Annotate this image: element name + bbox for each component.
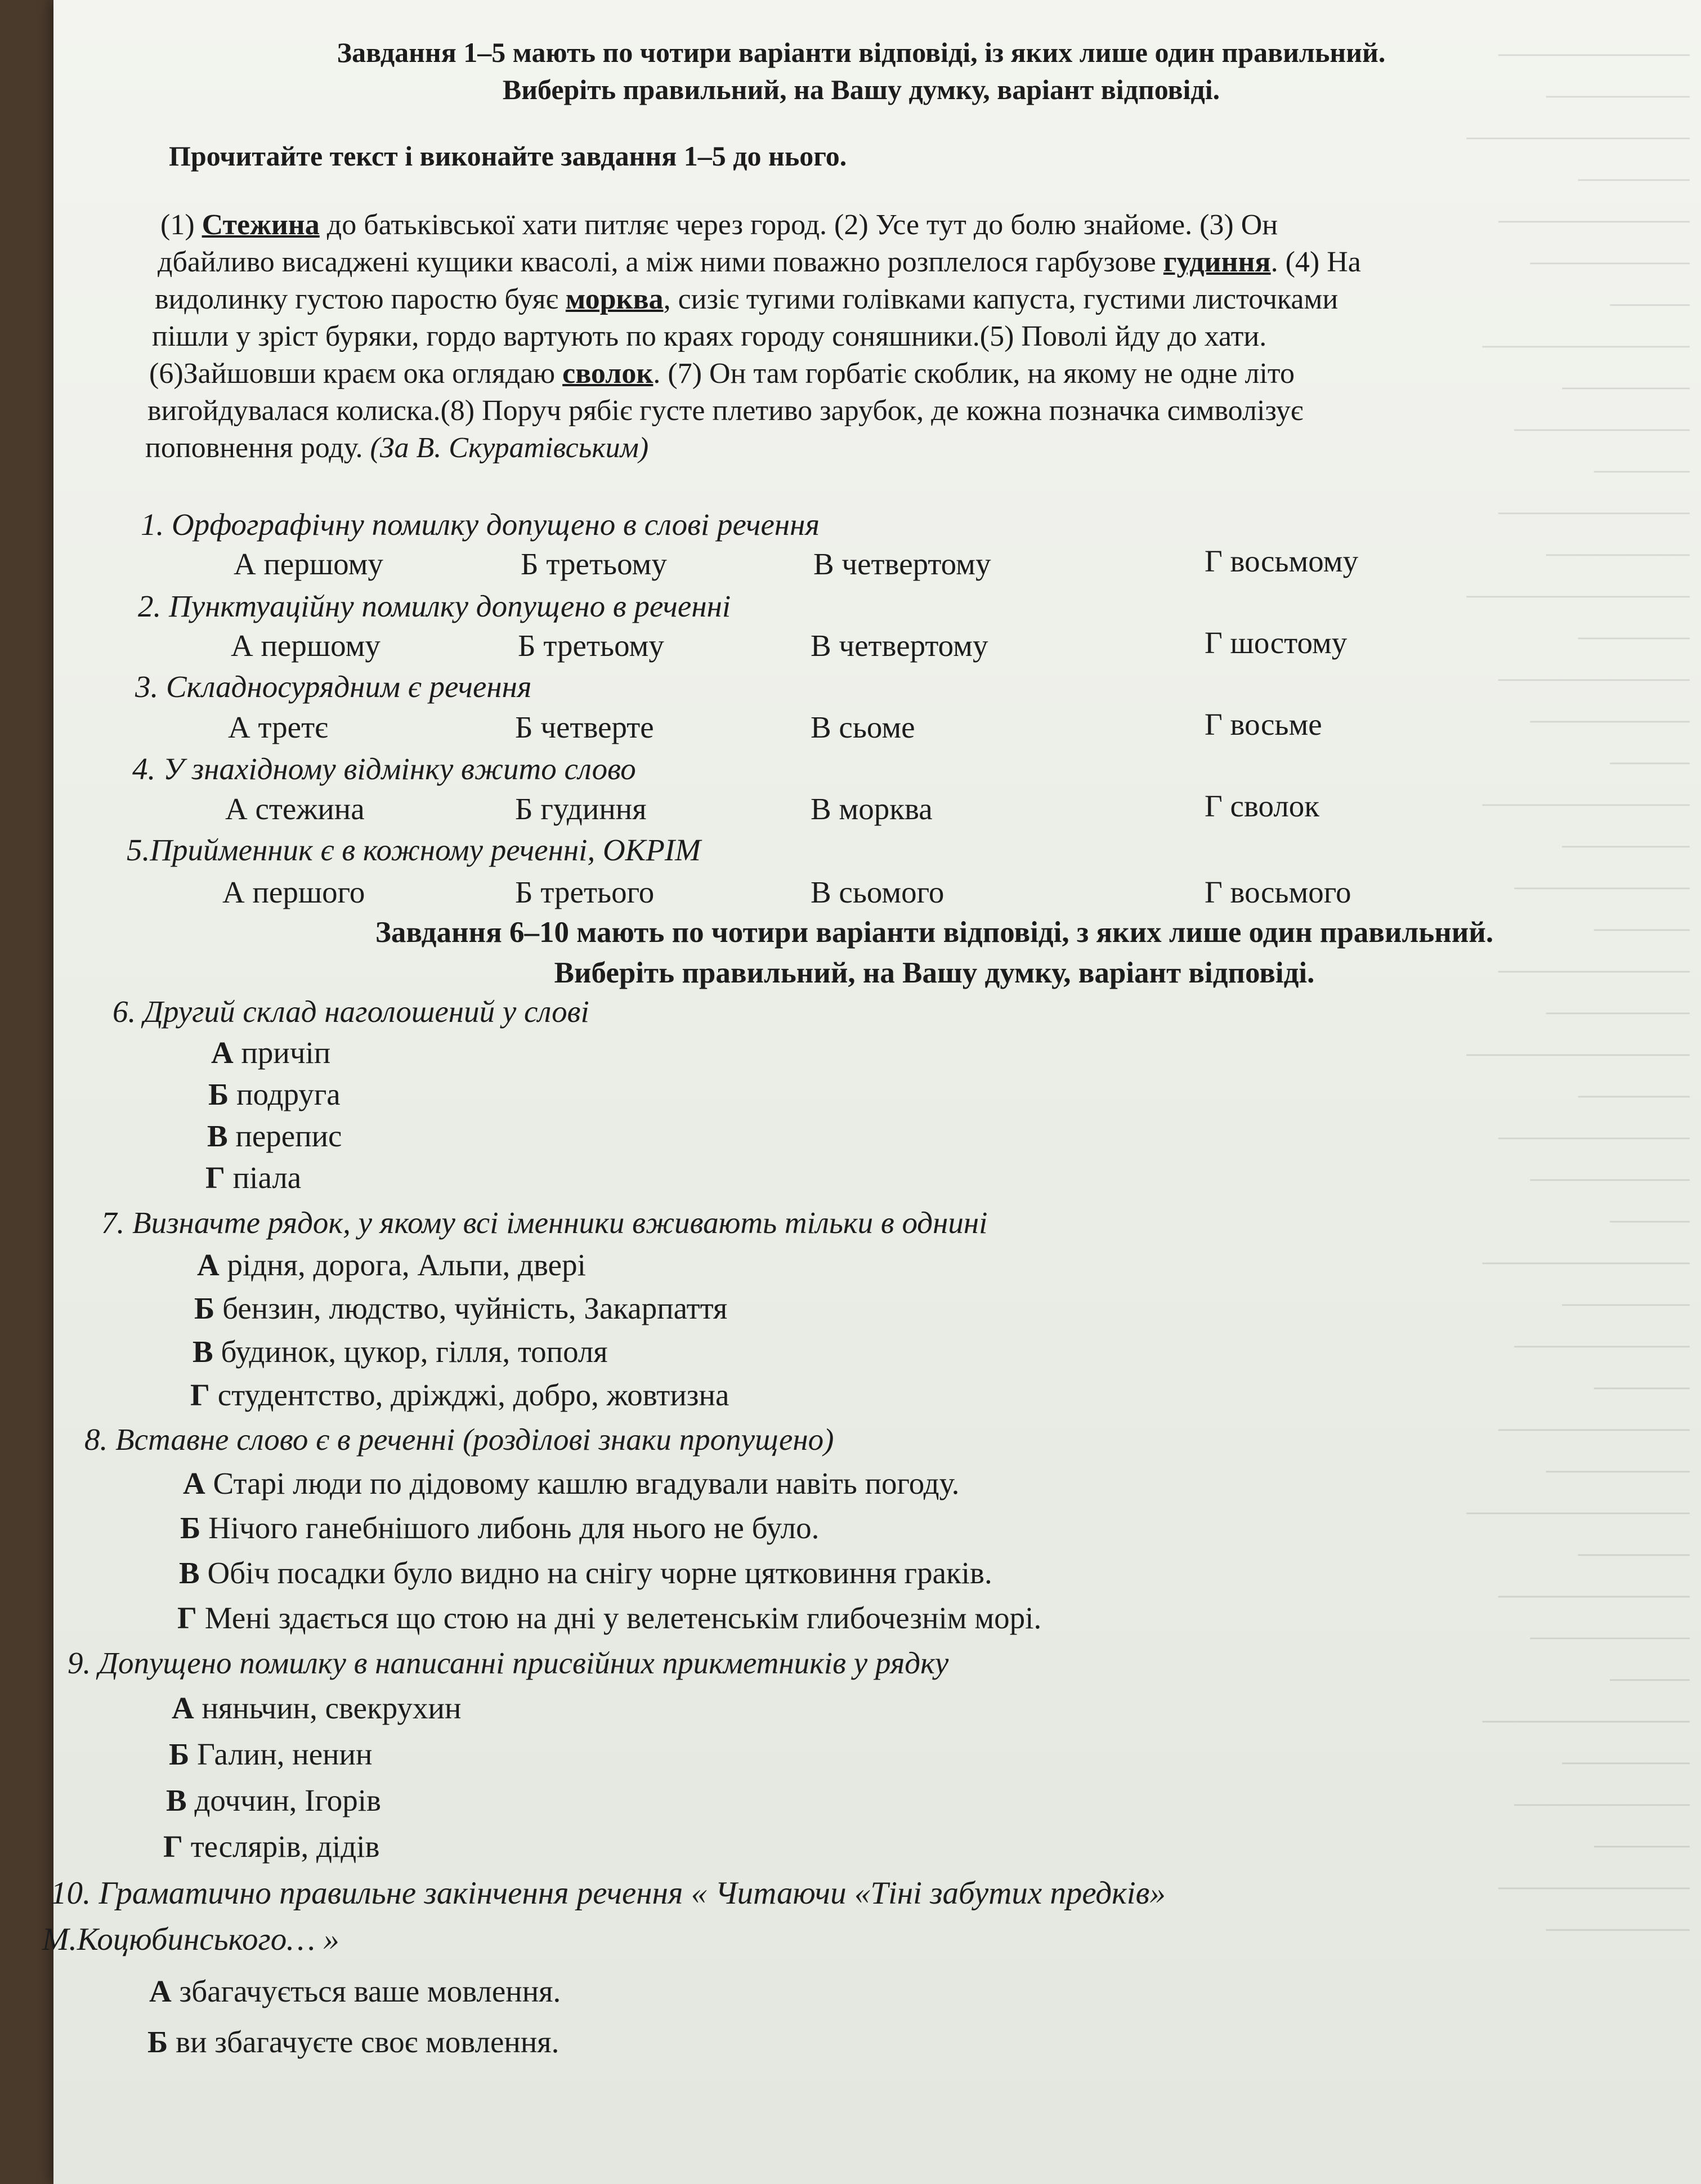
instructions-6-10: [225, 912, 1644, 993]
passage-line-7: [145, 431, 648, 465]
q5-option-c: В сьомого: [811, 875, 944, 909]
option-text: подруга: [229, 1077, 341, 1111]
option-text: причіп: [233, 1035, 331, 1070]
passage-line-4: пішли у зріст буряки, гордо вартують по краях городу соняшники.(5) Поволі йду до хати.: [152, 320, 1267, 352]
question-10-line2: М.Коцюбинського… »: [42, 1922, 339, 1957]
question-4: 4. У знахідному відмінку вжито слово: [132, 752, 636, 786]
option-letter: Г: [177, 1601, 197, 1635]
option-text: Галин, ненин: [189, 1737, 373, 1771]
q10-option-b: [147, 2024, 559, 2060]
option-text: бензин, людство, чуйність, Закарпаття: [214, 1291, 728, 1325]
option-text: перепис: [227, 1119, 342, 1153]
option-letter: Б: [180, 1511, 201, 1545]
q7-option-d: [190, 1377, 729, 1413]
passage-text: видолинку густою паростю буяє: [155, 283, 566, 315]
option-text: Мені здається що стою на дні у велетенськім глибочезнім морі.: [197, 1601, 1042, 1635]
option-letter: В: [179, 1556, 200, 1590]
q3-option-d: Г восьме: [1205, 707, 1322, 742]
option-letter: Б: [208, 1077, 229, 1111]
instructions-1-5-line1: Завдання 1–5 мають по чотири варіанти відповіді, із яких лише один правильний.: [337, 37, 1386, 68]
passage-line-1: [160, 208, 1278, 242]
option-text: студентство, дріжджі, добро, жовтизна: [210, 1378, 729, 1412]
bleed-through-text: ──────────── ───────── ────────────── ─────── ──────────── ────────── ───── ───────────── ──────── ─────────── ────── ──────────── ───────── ────────────── ─────── ──────────── ────────── ───── ───────────── ──────── ─────────── ────── ──────────── ───────── ────────────── ─────── ──────────── ────────── ───── ───────────── ──────── ─────────── ────── ──────────── ───────── ────────────── ─────── ──────────── ────────── ───── ───────────── ──────── ─────────── ────── ──────────── ─────────: [1466, 42, 1690, 1942]
question-10-line1: 10. Граматично правильне закінчення речення « Читаючи «Тіні забутих предків»: [51, 1875, 1166, 1911]
q8-option-d: [177, 1600, 1041, 1636]
q6-option-d: [205, 1160, 301, 1195]
option-text: будинок, цукор, гілля, тополя: [213, 1334, 608, 1369]
q9-option-d: [163, 1829, 379, 1864]
question-5: 5.Прийменник є в кожному реченні, ОКРІМ: [127, 833, 701, 867]
instructions-1-5: [169, 34, 1554, 108]
q8-option-a: [183, 1466, 959, 1501]
q2-option-b: Б третьому: [518, 628, 664, 663]
q5-option-a: А першого: [222, 875, 365, 909]
question-8: 8. Вставне слово є в реченні (розділові знаки пропущено): [84, 1422, 834, 1457]
q3-option-a: А третє: [228, 710, 328, 744]
q1-option-b: Б третьому: [521, 547, 667, 581]
passage-author: (За В. Скуратівським): [370, 432, 649, 464]
q8-option-c: [179, 1555, 992, 1591]
option-letter: А: [197, 1248, 220, 1282]
question-2: 2. Пунктуаційну помилку допущено в реченні: [138, 589, 731, 623]
option-letter: Г: [163, 1829, 183, 1864]
option-text: Обіч посадки було видно на снігу чорне цятковиння граків.: [199, 1556, 992, 1590]
option-letter: В: [207, 1119, 228, 1153]
passage-text: дбайливо висаджені кущики квасолі, а між ними поважно розплелося гарбузове: [158, 246, 1163, 278]
option-text: доччин, Ігорів: [186, 1783, 381, 1817]
q7-option-a: [197, 1247, 586, 1283]
question-7: 7. Визначте рядок, у якому всі іменники вживають тільки в однині: [101, 1205, 988, 1240]
question-9: 9. Допущено помилку в написанні присвійних прикметників у рядку: [68, 1646, 949, 1680]
q3-option-c: В сьоме: [811, 710, 915, 744]
option-text: збагачується ваше мовлення.: [171, 1974, 561, 2008]
underlined-word-gudynnya: гудиння: [1163, 246, 1271, 278]
question-6: 6. Другий склад наголошений у слові: [113, 994, 589, 1029]
option-text: Старі люди по дідовому кашлю вгадували навіть погоду.: [205, 1466, 960, 1500]
passage-text: до батьківської хати питляє через город. (2) Усе тут до болю знайоме. (3) Он: [319, 209, 1278, 241]
q2-option-c: В четвертому: [811, 628, 988, 663]
passage-line-2: [158, 245, 1361, 279]
underlined-word-stezhyna: Стежина: [202, 209, 320, 241]
q4-option-b: Б гудиння: [515, 792, 647, 826]
underlined-word-svolok: сволок: [562, 358, 653, 390]
q7-option-b: [194, 1290, 727, 1326]
option-text: теслярів, дідів: [183, 1829, 380, 1864]
option-letter: Б: [147, 2025, 168, 2059]
q5-option-b: Б третього: [515, 875, 655, 909]
passage-text: (1): [160, 209, 202, 241]
question-1: 1. Орфографічну помилку допущено в слові речення: [141, 507, 820, 542]
q1-option-c: В четвертому: [813, 547, 991, 581]
passage-text: поповнення роду.: [145, 432, 370, 464]
q9-option-c: [166, 1783, 381, 1818]
option-letter: Б: [169, 1737, 190, 1771]
option-letter: А: [149, 1974, 172, 2008]
option-letter: Б: [194, 1291, 215, 1325]
q9-option-b: [169, 1736, 372, 1772]
q5-option-d: Г восьмого: [1205, 875, 1351, 909]
q4-option-a: А стежина: [225, 792, 365, 826]
q3-option-b: Б четверте: [515, 710, 654, 744]
option-letter: В: [166, 1783, 187, 1817]
instructions-1-5-line2: Виберіть правильний, на Вашу думку, варіант відповіді.: [502, 74, 1220, 105]
q2-option-a: А першому: [231, 628, 381, 663]
q6-option-c: [207, 1118, 342, 1154]
q4-option-c: В морква: [811, 792, 933, 826]
read-text-instruction: Прочитайте текст і виконайте завдання 1–5 до нього.: [169, 140, 847, 172]
q1-option-d: Г восьмому: [1205, 544, 1359, 578]
option-text: рідня, дорога, Альпи, двері: [219, 1248, 586, 1282]
passage-text: , сизіє тугими голівками капуста, густими листочками: [663, 283, 1339, 315]
passage-text: . (4) На: [1270, 246, 1361, 278]
instructions-6-10-line1: Завдання 6–10 мають по чотири варіанти відповіді, з яких лише один правильний.: [375, 916, 1494, 949]
option-text: піала: [225, 1160, 302, 1195]
question-3: 3. Складносурядним є речення: [135, 669, 532, 704]
q6-option-a: [211, 1035, 330, 1070]
passage-text: . (7) Он там горбатіє скоблик, на якому не одне літо: [653, 358, 1295, 390]
option-letter: Г: [205, 1160, 225, 1195]
instructions-6-10-line2: Виберіть правильний, на Вашу думку, варіант відповіді.: [554, 957, 1315, 989]
q9-option-a: [172, 1690, 461, 1726]
q2-option-d: Г шостому: [1205, 626, 1348, 660]
option-letter: А: [172, 1691, 194, 1725]
option-letter: А: [183, 1466, 205, 1500]
q1-option-a: А першому: [234, 547, 383, 581]
q6-option-b: [208, 1077, 341, 1112]
q8-option-b: [180, 1510, 819, 1546]
passage-text: (6)Зайшовши краєм ока оглядаю: [149, 358, 563, 390]
q10-option-a: [149, 1973, 561, 2009]
option-letter: В: [193, 1334, 213, 1369]
passage-line-6: вигойдувалася колиска.(8) Поруч рябіє густе плетиво зарубок, де кожна позначка символізує: [147, 395, 1304, 427]
option-letter: А: [211, 1035, 234, 1070]
option-text: Нічого ганебнішого либонь для нього не було.: [200, 1511, 820, 1545]
passage-line-3: [155, 283, 1338, 316]
option-text: ви збагачуєте своє мовлення.: [168, 2025, 559, 2059]
underlined-word-morkva: морква: [565, 283, 664, 315]
q7-option-c: [193, 1334, 608, 1369]
q4-option-d: Г сволок: [1205, 789, 1319, 823]
passage-line-5: [149, 357, 1295, 390]
option-letter: Г: [190, 1378, 210, 1412]
option-text: няньчин, свекрухин: [194, 1691, 462, 1725]
